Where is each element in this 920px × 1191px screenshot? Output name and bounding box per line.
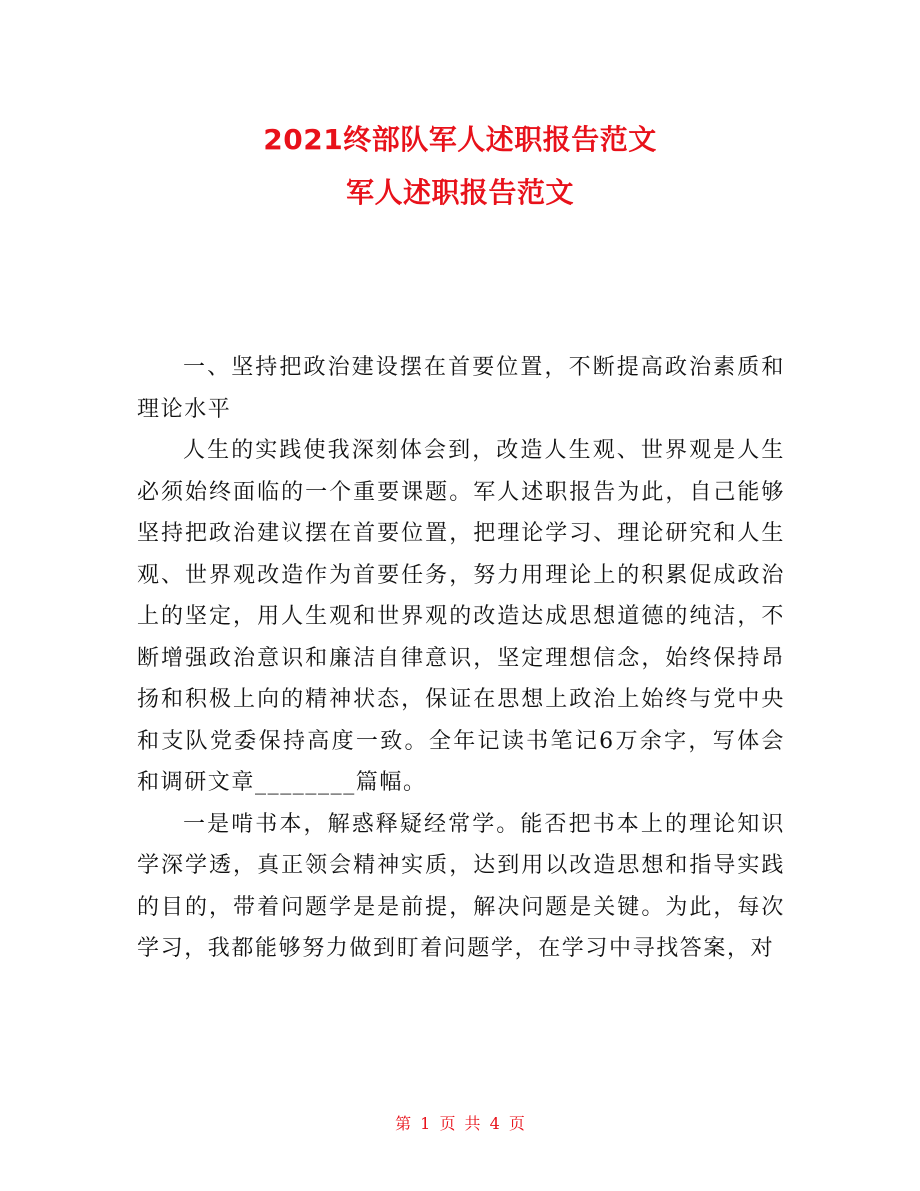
body-paragraph: 人生的实践使我深刻体会到，改造人生观、世界观是人生必须始终面临的一个重要课题。军人述职报告为此，自己能够坚持把政治建议摆在首要位置，把理论学习、理论研究和人生观、世界观改造作为首要任务，努力用理论上的积累促成政治上的坚定，用人生观和世界观的改造达成思想道德的纯洁，不断增强政治意识和廉洁自律意识，坚定理想信念，始终保持昂扬和积极上向的精神状态，保证在思想上政治上始终与党中央和支队党委保持高度一致。全年记读书笔记6万余字，写体会和调研文章________篇幅。 [137, 438, 785, 795]
document-subtitle: 军人述职报告范文 [345, 176, 574, 209]
page-footer: 第 1 页 共 4 页 [395, 1114, 525, 1133]
document-body [137, 347, 785, 970]
body-paragraph: 一是啃书本，解惑释疑经常学。能否把书本上的理论知识学深学透，真正领会精神实质，达到用以改造思想和指导实践的目的，带着问题学是是前提，解决问题是关键。为此，每次学习，我都能够努力做到盯着问题学，在学习中寻找答案，对 [137, 811, 785, 961]
document-title: 2021终部队军人述职报告范文 [263, 123, 657, 156]
section-heading: 一、坚持把政治建设摆在首要位置，不断提高政治素质和理论水平 [137, 355, 785, 422]
